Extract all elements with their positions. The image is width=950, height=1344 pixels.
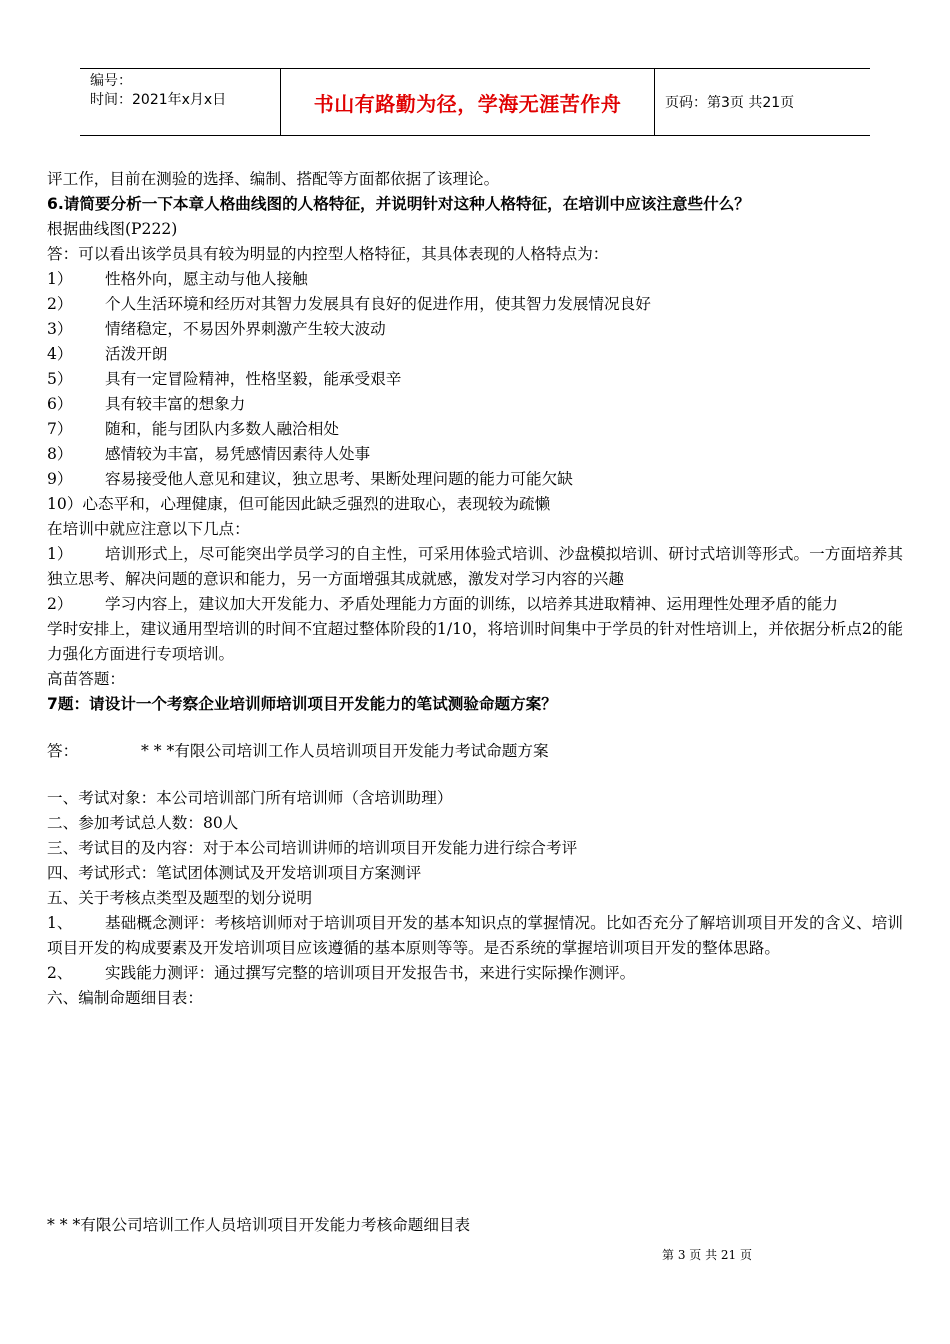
trait-list	[47, 267, 903, 492]
list-text: 随和，能与团队内多数人融洽相处	[105, 420, 339, 438]
list-number: 1）	[47, 545, 73, 563]
answer-title-line	[47, 739, 903, 764]
list-number: 1）	[47, 270, 73, 288]
list-text: 容易接受他人意见和建议，独立思考、果断处理问题的能力可能欠缺	[105, 470, 573, 488]
list-item	[47, 292, 903, 317]
list-text: 活泼开朗	[105, 345, 168, 363]
assessment-point-1	[47, 911, 903, 961]
training-point-3: 学时安排上，建议通用型培训的时间不宜超过整体阶段的1/10，将培训时间集中于学员的针对性培训上，并依据分析点2的能力强化方面进行专项培训。	[47, 620, 903, 663]
list-number: 3）	[47, 320, 73, 338]
list-item: 10）心态平和，心理健康，但可能因此缺乏强烈的进取心，表现较为疏懒	[47, 495, 551, 513]
section-item: 四、考试形式：笔试团体测试及开发培训项目方案测评	[47, 864, 422, 882]
header-meta-cell	[80, 69, 281, 135]
section-item: 五、关于考核点类型及题型的划分说明	[47, 889, 313, 907]
list-text: 具有一定冒险精神，性格坚毅，能承受艰辛	[105, 370, 402, 388]
body-line: 在培训中就应注意以下几点：	[47, 520, 250, 538]
list-item	[47, 392, 903, 417]
list-item	[47, 467, 903, 492]
list-item	[47, 417, 903, 442]
body-line: 根据曲线图(P222)	[47, 220, 178, 238]
list-text: 基础概念测评：考核培训师对于培训项目开发的基本知识点的掌握情况。比如否充分了解培训项目开发的含义、培训项目开发的构成要素及开发培训项目应该遵循的基本原则等等。是否系统的掌握培训项目开发的整体思路。	[47, 914, 903, 957]
section-item: 六、编制命题细目表：	[47, 989, 203, 1007]
answer-label: 答：	[47, 742, 79, 760]
training-point-1	[47, 542, 903, 592]
list-number: 6）	[47, 395, 73, 413]
answer-intro: 答：可以看出该学员具有较为明显的内控型人格特征，其具体表现的人格特点为：	[47, 245, 609, 263]
table-title: * * *有限公司培训工作人员培训项目开发能力考核命题细目表	[47, 1216, 471, 1234]
page-footer: 第 3 页 共 21 页	[662, 1248, 752, 1262]
list-item	[47, 267, 903, 292]
answer-title: * * *有限公司培训工作人员培训项目开发能力考试命题方案	[141, 742, 549, 760]
question-6-heading: 6.请简要分析一下本章人格曲线图的人格特征，并说明针对这种人格特征，在培训中应该注意些什么？	[47, 195, 750, 213]
list-item	[47, 442, 903, 467]
section-item: 一、考试对象：本公司培训部门所有培训师（含培训助理）	[47, 789, 453, 807]
body-line: 高苗答题：	[47, 670, 125, 688]
list-number: 4）	[47, 345, 73, 363]
page-header	[80, 68, 870, 136]
body-line: 评工作，目前在测验的选择、编制、搭配等方面都依据了该理论。	[47, 170, 500, 188]
list-number: 1、	[47, 914, 73, 932]
list-number: 5）	[47, 370, 73, 388]
question-7-heading: 7题：请设计一个考察企业培训师培训项目开发能力的笔试测验命题方案？	[47, 695, 557, 713]
list-number: 2）	[47, 595, 73, 613]
list-item	[47, 342, 903, 367]
list-number: 2、	[47, 964, 73, 982]
list-text: 性格外向，愿主动与他人接触	[105, 270, 308, 288]
list-item	[47, 367, 903, 392]
list-text: 学习内容上，建议加大开发能力、矛盾处理能力方面的训练，以培养其进取精神、运用理性处理矛盾的能力	[105, 595, 838, 613]
list-text: 培训形式上，尽可能突出学员学习的自主性，可采用体验式培训、沙盘模拟培训、研讨式培训等形式。一方面培养其独立思考、解决问题的意识和能力，另一方面增强其成就感，激发对学习内容的兴趣	[47, 545, 903, 588]
header-motto: 书山有路勤为径，学海无涯苦作舟	[281, 69, 655, 135]
list-number: 7）	[47, 420, 73, 438]
document-number-label: 编号：	[90, 73, 132, 89]
training-point-2	[47, 592, 903, 617]
assessment-point-2	[47, 961, 903, 986]
list-text: 个人生活环境和经历对其智力发展具有良好的促进作用，使其智力发展情况良好	[105, 295, 651, 313]
list-text: 实践能力测评：通过撰写完整的培训项目开发报告书，来进行实际操作测评。	[105, 964, 636, 982]
list-number: 2）	[47, 295, 73, 313]
list-number: 9）	[47, 470, 73, 488]
header-page-info: 页码：第3页 共21页	[665, 95, 795, 111]
list-text: 情绪稳定，不易因外界刺激产生较大波动	[105, 320, 386, 338]
document-body	[47, 167, 903, 1011]
list-item	[47, 317, 903, 342]
list-text: 感情较为丰富，易凭感情因素待人处事	[105, 445, 371, 463]
list-number: 8）	[47, 445, 73, 463]
document-date: 时间：2021年x月x日	[90, 92, 227, 108]
section-item: 三、考试目的及内容：对于本公司培训讲师的培训项目开发能力进行综合考评	[47, 839, 578, 857]
section-item: 二、参加考试总人数：80人	[47, 814, 239, 832]
list-text: 具有较丰富的想象力	[105, 395, 246, 413]
